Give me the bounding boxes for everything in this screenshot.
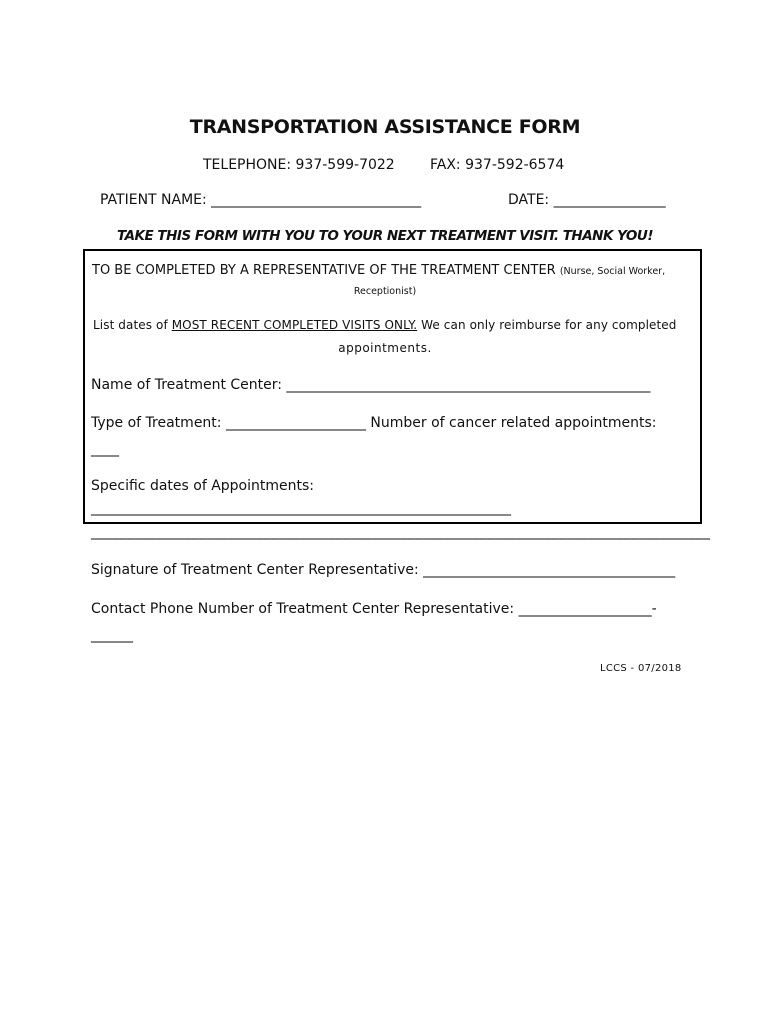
cancer-appointments-count-field[interactable]: ____ — [91, 441, 119, 457]
representative-signature-field[interactable]: Signature of Treatment Center Representative: ____________________________________ — [91, 562, 676, 578]
treatment-type-field[interactable]: Type of Treatment: ____________________ Number of cancer related appointments: — [91, 415, 657, 431]
header-small-text: (Nurse, Social Worker, — [559, 266, 666, 277]
form-title: TRANSPORTATION ASSISTANCE FORM — [189, 116, 581, 138]
specific-dates-field[interactable]: ____________________________________________________________ — [91, 500, 511, 516]
fax-text: FAX: 937-592-6574 — [430, 157, 565, 173]
list-underlined: MOST RECENT COMPLETED VISITS ONLY. — [171, 318, 418, 332]
date-field[interactable]: DATE: ________________ — [508, 192, 666, 208]
form-code: LCCS - 07/2018 — [600, 663, 682, 674]
telephone-text: TELEPHONE: 937-599-7022 — [203, 157, 395, 173]
patient-name-field[interactable]: PATIENT NAME: ______________________________ — [100, 192, 422, 208]
specific-dates-field-continued[interactable]: ______________________________________________________________________________________ — [91, 524, 711, 540]
list-dates-instruction-line-2: appointments. — [338, 341, 432, 355]
representative-section-header — [92, 263, 665, 278]
representative-phone-field-continued[interactable]: ______ — [91, 627, 133, 643]
list-prefix: List dates of — [93, 318, 172, 332]
instruction-text: TAKE THIS FORM WITH YOU TO YOUR NEXT TREATMENT VISIT. THANK YOU! — [116, 228, 654, 244]
specific-dates-label: Specific dates of Appointments: — [91, 478, 314, 494]
list-dates-instruction — [93, 318, 677, 332]
header-main-text: TO BE COMPLETED BY A REPRESENTATIVE OF THE TREATMENT CENTER — [92, 263, 560, 278]
representative-phone-field[interactable]: Contact Phone Number of Treatment Center Representative: ___________________- — [91, 601, 657, 617]
list-suffix: We can only reimburse for any completed — [417, 318, 677, 332]
header-small-text-line-2: Receptionist) — [353, 286, 417, 297]
treatment-center-name-field[interactable]: Name of Treatment Center: ____________________________________________________ — [91, 377, 651, 393]
